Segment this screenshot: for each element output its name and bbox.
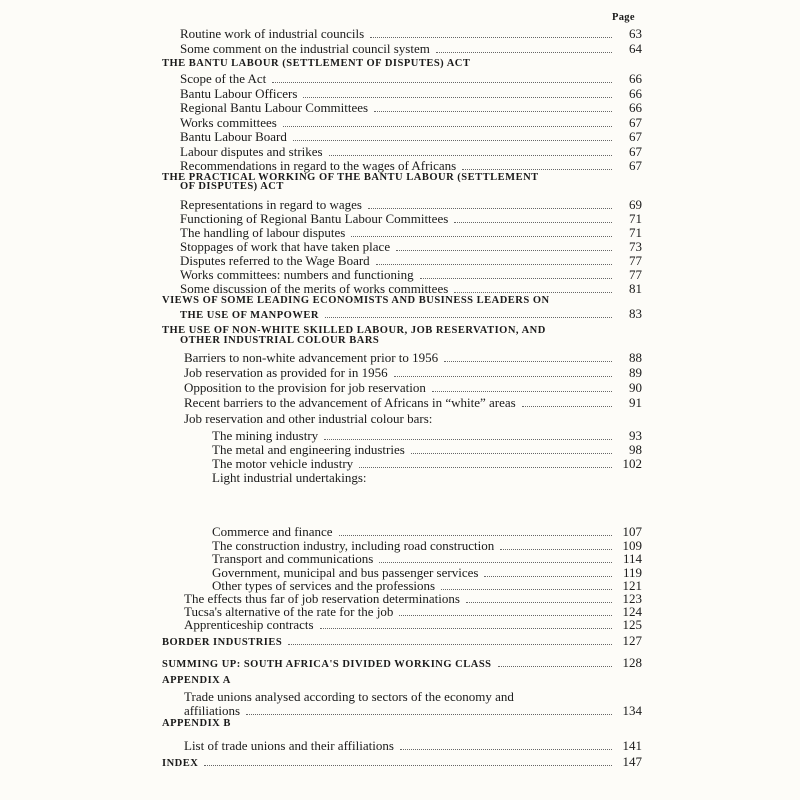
toc-entry: The construction industry, including road construction 109 bbox=[212, 538, 642, 553]
toc-entry: Government, municipal and bus passenger services 119 bbox=[212, 565, 642, 580]
appendix-heading: APPENDIX B bbox=[162, 718, 231, 729]
appendix-heading: APPENDIX A bbox=[162, 675, 231, 686]
toc-subheading: Job reservation and other industrial colour bars: bbox=[184, 411, 433, 426]
section-heading-continued: OF DISPUTES) ACT bbox=[180, 181, 284, 192]
toc-entry: Bantu Labour Officers 66 bbox=[180, 86, 642, 101]
toc-entry: Commerce and finance 107 bbox=[212, 524, 642, 539]
toc-entry: Opposition to the provision for job reservation 90 bbox=[184, 380, 642, 395]
toc-entry: Functioning of Regional Bantu Labour Committees 71 bbox=[180, 211, 642, 226]
section-heading: SUMMING UP: SOUTH AFRICA'S DIVIDED WORKING CLASS 128 bbox=[162, 655, 642, 670]
section-heading: THE PRACTICAL WORKING OF THE BANTU LABOUR (SETTLEMENT bbox=[162, 172, 539, 183]
toc-entry: Routine work of industrial councils 63 bbox=[180, 26, 642, 41]
toc-entry: Job reservation as provided for in 1956 89 bbox=[184, 365, 642, 380]
toc-entry: Other types of services and the professions 121 bbox=[212, 578, 642, 593]
page-column-heading: Page bbox=[612, 12, 635, 23]
section-heading: THE BANTU LABOUR (SETTLEMENT OF DISPUTES) ACT bbox=[162, 58, 471, 69]
toc-entry: Trade unions analysed according to sectors of the economy and bbox=[184, 689, 514, 704]
toc-entry: Recent barriers to the advancement of Africans in “white” areas 91 bbox=[184, 395, 642, 410]
toc-entry: Apprenticeship contracts 125 bbox=[184, 617, 642, 632]
index-heading: INDEX 147 bbox=[162, 754, 642, 769]
toc-entry: Recommendations in regard to the wages of Africans 67 bbox=[180, 158, 642, 173]
toc-entry: Some discussion of the merits of works committees 81 bbox=[180, 281, 642, 296]
toc-entry: The mining industry 93 bbox=[212, 428, 642, 443]
toc-entry: The effects thus far of job reservation determinations 123 bbox=[184, 591, 642, 606]
toc-entry: Labour disputes and strikes 67 bbox=[180, 144, 642, 159]
toc-entry-continued: affiliations 134 bbox=[184, 703, 642, 718]
section-heading-continued: OTHER INDUSTRIAL COLOUR BARS bbox=[180, 335, 380, 346]
toc-entry: Regional Bantu Labour Committees 66 bbox=[180, 100, 642, 115]
toc-entry: Barriers to non-white advancement prior to 1956 88 bbox=[184, 350, 642, 365]
toc-entry: Some comment on the industrial council system 64 bbox=[180, 41, 642, 56]
section-heading-continued: THE USE OF MANPOWER 83 bbox=[180, 306, 642, 321]
toc-entry: The metal and engineering industries 98 bbox=[212, 442, 642, 457]
toc-entry: Representations in regard to wages 69 bbox=[180, 197, 642, 212]
toc-entry: Works committees 67 bbox=[180, 115, 642, 130]
toc-entry: Bantu Labour Board 67 bbox=[180, 129, 642, 144]
section-heading: VIEWS OF SOME LEADING ECONOMISTS AND BUSINESS LEADERS ON bbox=[162, 295, 550, 306]
toc-entry: List of trade unions and their affiliations 141 bbox=[184, 738, 642, 753]
toc-entry: Transport and communications 114 bbox=[212, 551, 642, 566]
toc-entry: Tucsa's alternative of the rate for the job 124 bbox=[184, 604, 642, 619]
toc-subheading: Light industrial undertakings: bbox=[212, 470, 367, 485]
toc-entry: Scope of the Act 66 bbox=[180, 71, 642, 86]
toc-entry: Stoppages of work that have taken place 73 bbox=[180, 239, 642, 254]
toc-entry: The motor vehicle industry 102 bbox=[212, 456, 642, 471]
toc-entry: The handling of labour disputes 71 bbox=[180, 225, 642, 240]
section-heading: THE USE OF NON-WHITE SKILLED LABOUR, JOB RESERVATION, AND bbox=[162, 325, 546, 336]
toc-entry: Works committees: numbers and functioning 77 bbox=[180, 267, 642, 282]
toc-entry: Disputes referred to the Wage Board 77 bbox=[180, 253, 642, 268]
section-heading: BORDER INDUSTRIES 127 bbox=[162, 633, 642, 648]
